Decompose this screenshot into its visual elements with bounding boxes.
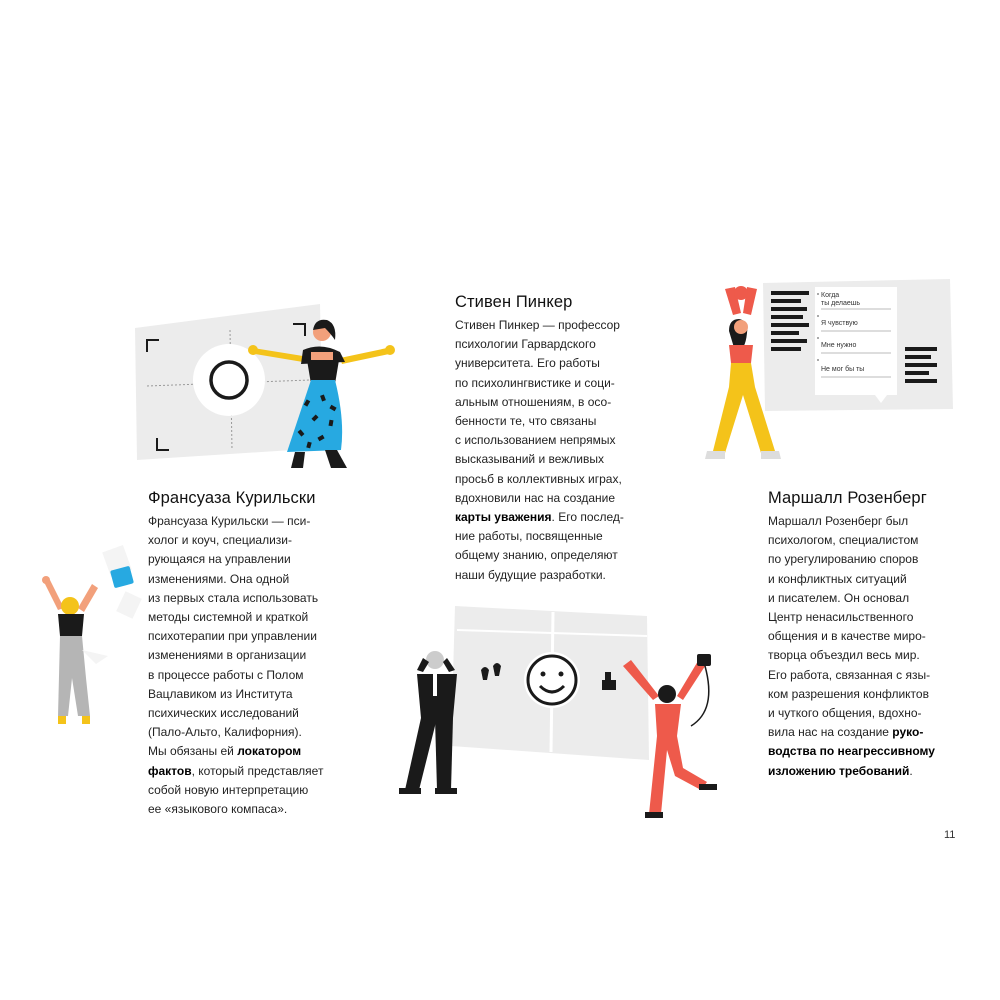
page-number: 11 <box>944 829 956 841</box>
pinker-line-13: общему знанию, определяют <box>455 548 618 563</box>
pinker-line-6: бенности те, что связаны <box>455 414 597 429</box>
form-label-you-do: ты делаешь <box>821 300 861 307</box>
fact-locator-term-1: локатором <box>237 744 302 759</box>
rosenberg-line-8: творца объездил весь мир. <box>768 648 920 663</box>
rosenberg-line-7: общения и в качестве миро- <box>768 629 926 644</box>
respect-map-term: карты уважения <box>455 510 552 525</box>
rosenberg-line-11: и чуткого общения, вдохно- <box>768 706 922 721</box>
rosenberg-line-1: Маршалл Розенберг был <box>768 514 909 528</box>
kourilsky-line-3: рующаяся на управлении <box>148 552 291 567</box>
rosenberg-line-6: Центр ненасильственного <box>768 610 914 625</box>
kourilsky-illustration <box>135 300 405 475</box>
kourilsky-heading: Франсуаза Курильски <box>148 489 316 507</box>
pinker-line-8: высказываний и вежливых <box>455 452 605 467</box>
kourilsky-line-12: (Пало-Альто, Калифорния). <box>148 725 302 740</box>
kourilsky-line-14-rest: , который представляет <box>191 763 324 778</box>
pinker-illustration <box>395 600 730 825</box>
kourilsky-papers-illustration <box>38 538 143 738</box>
rosenberg-line-5: и писателем. Он основал <box>768 590 910 605</box>
pinker-line-7: с использованием непрямых <box>455 433 616 448</box>
rosenberg-column <box>768 488 983 781</box>
kourilsky-line-11: психических исследований <box>148 706 299 721</box>
pinker-line-12: ние работы, посвященные <box>455 529 603 544</box>
pinker-line-9: просьб в коллективных играх, <box>455 471 622 486</box>
pinker-line-4: по психолингвистике и соци- <box>455 375 615 390</box>
kourilsky-line-16: ее «языкового компаса». <box>148 802 288 817</box>
pinker-line-11 <box>455 508 695 527</box>
rosenberg-illustration <box>695 275 965 470</box>
kourilsky-line-13 <box>148 742 398 761</box>
nonaggressive-guide-term-2: водства по неагрессивному <box>768 744 935 759</box>
form-label-could-you: Не мог бы ты <box>821 366 865 373</box>
pinker-line-5: альным отношениям, в осо- <box>455 394 612 409</box>
rosenberg-line-13 <box>768 742 983 761</box>
rosenberg-line-12-start: вила нас на создание <box>768 725 893 740</box>
pinker-line-1: Стивен Пинкер — профессор <box>455 318 620 332</box>
form-label-when: Когда <box>821 292 840 299</box>
kourilsky-line-10: Вацлавиком из Института <box>148 686 293 701</box>
rosenberg-line-3: по урегулированию споров <box>768 552 919 567</box>
kourilsky-line-1: Франсуаза Курильски — пси- <box>148 514 311 528</box>
rosenberg-line-4: и конфликтных ситуаций <box>768 571 907 586</box>
kourilsky-line-9: в процессе работы с Полом <box>148 667 304 682</box>
rosenberg-line-12 <box>768 723 983 742</box>
nonaggressive-guide-term-1: руко- <box>892 725 924 740</box>
rosenberg-line-9: Его работа, связанная с язы- <box>768 667 931 682</box>
kourilsky-line-15: собой новую интерпретацию <box>148 782 309 797</box>
kourilsky-line-14 <box>148 762 398 781</box>
kourilsky-line-8: изменениями в организации <box>148 648 307 663</box>
pinker-line-3: университета. Его работы <box>455 356 600 371</box>
nonaggressive-guide-term-3: изложению требований <box>768 763 910 778</box>
form-label-i-need: Мне нужно <box>821 342 857 349</box>
rosenberg-line-2: психологом, специалистом <box>768 533 919 548</box>
rosenberg-line-14 <box>768 762 983 781</box>
pinker-line-14: наши будущие разработки. <box>455 567 606 582</box>
kourilsky-line-6: методы системной и краткой <box>148 610 309 625</box>
rosenberg-line-14-rest: . <box>909 763 913 778</box>
kourilsky-column <box>148 488 398 819</box>
kourilsky-line-4: изменениями. Она одной <box>148 571 290 586</box>
pinker-line-11-rest: . Его послед- <box>551 510 624 525</box>
pinker-line-2: психологии Гарвардского <box>455 337 596 352</box>
fact-locator-term-2: фактов <box>148 763 192 778</box>
pinker-heading: Стивен Пинкер <box>455 293 573 311</box>
kourilsky-line-5: из первых стала использовать <box>148 590 319 605</box>
pinker-column <box>455 292 695 585</box>
form-label-i-feel: Я чувствую <box>821 320 858 327</box>
kourilsky-line-7: психотерапии при управлении <box>148 629 317 644</box>
kourilsky-line-13-start: Мы обязаны ей <box>148 744 238 759</box>
rosenberg-heading: Маршалл Розенберг <box>768 489 927 507</box>
kourilsky-line-2: холог и коуч, специализи- <box>148 533 293 548</box>
rosenberg-line-10: ком разрешения конфликтов <box>768 686 929 701</box>
pinker-line-10: вдохновили нас на создание <box>455 490 616 505</box>
